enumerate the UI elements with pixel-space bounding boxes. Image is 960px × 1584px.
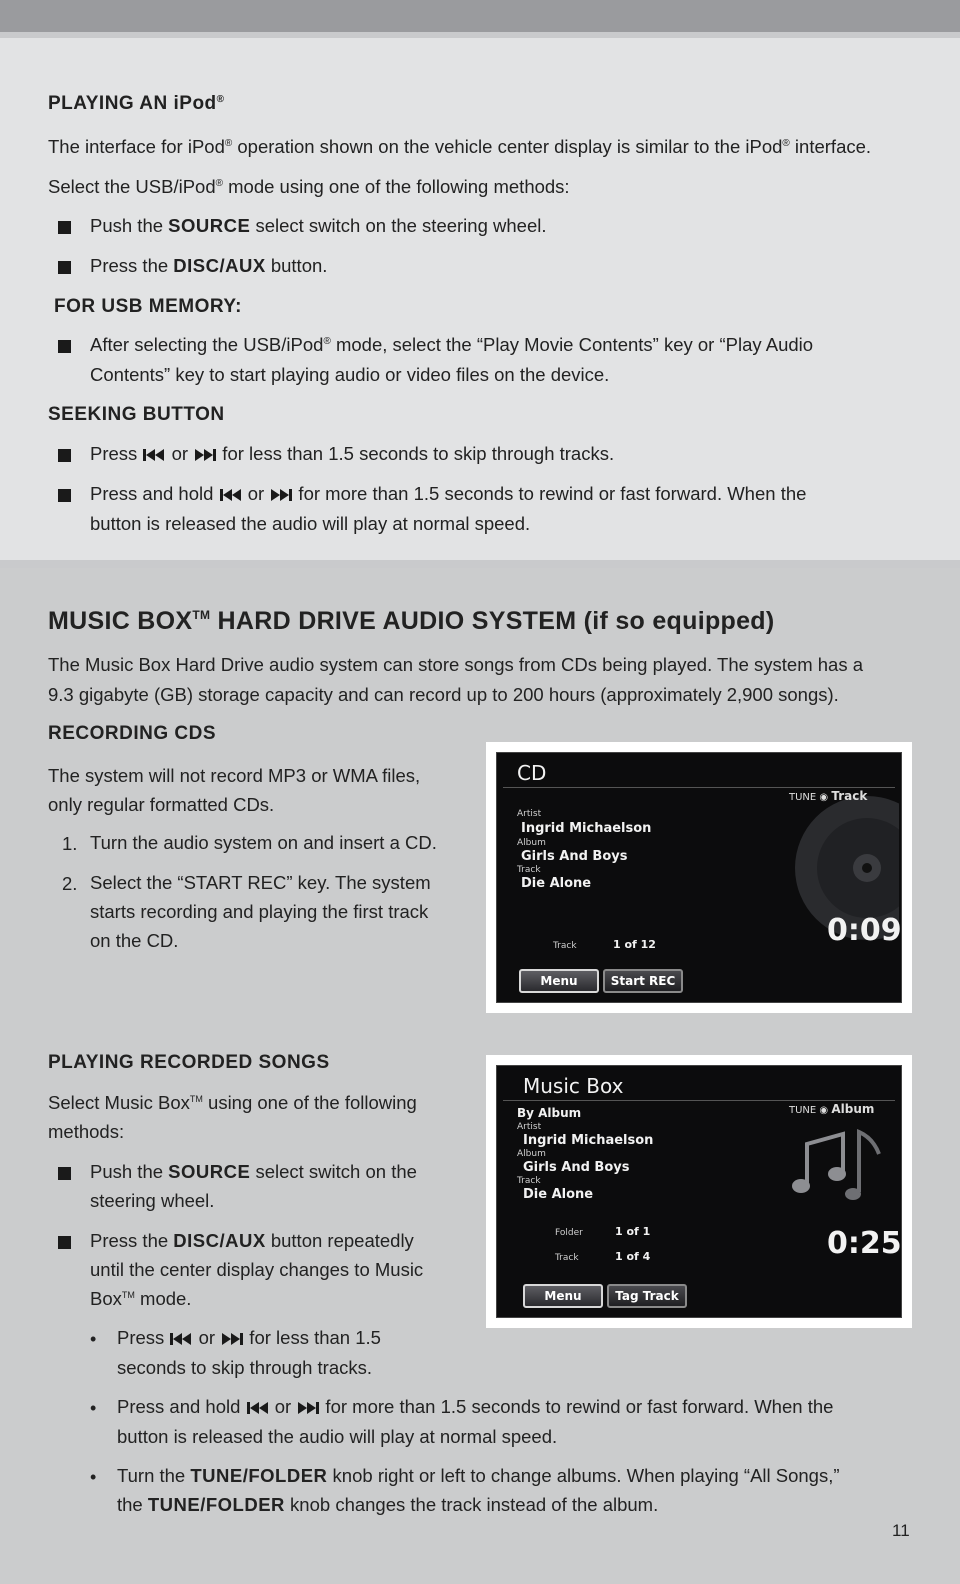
start-rec-button[interactable]: Start REC: [603, 969, 683, 993]
dot-bullet: •: [90, 1329, 97, 1349]
artist-value: Ingrid Michaelson: [521, 821, 652, 836]
folder-label: Folder: [555, 1228, 583, 1238]
tune-knob-icon: ◉: [819, 1105, 829, 1116]
seek-hold-text-line2: button is released the audio will play at normal speed.: [90, 513, 531, 534]
square-bullet: [58, 1167, 71, 1180]
musicbox-intro-line2: 9.3 gigabyte (GB) storage capacity and can record up to 200 hours (approximately 2,900 songs).: [48, 684, 839, 705]
square-bullet: [58, 261, 71, 274]
track-label: Track: [517, 1176, 541, 1186]
step-number: 1.: [62, 833, 78, 854]
track-value: Die Alone: [521, 876, 592, 891]
menu-button[interactable]: Menu: [523, 1284, 603, 1308]
page-number: 11: [892, 1521, 910, 1540]
track-value: Die Alone: [523, 1187, 594, 1202]
album-value: Girls And Boys: [521, 849, 628, 864]
recording-step1: Turn the audio system on and insert a CD.: [90, 832, 437, 853]
album-label: Album: [517, 838, 546, 848]
dot-press-line2: seconds to skip through tracks.: [117, 1357, 373, 1378]
recording-step2-line1: Select the “START REC” key. The system: [90, 872, 431, 893]
musicbox-intro-line1: The Music Box Hard Drive audio system can store songs from CDs being played. The system has a: [48, 654, 864, 675]
skip-back-icon: [169, 1332, 193, 1346]
album-value: Girls And Boys: [523, 1160, 630, 1175]
dot-tune-line2: the TUNE/FOLDER knob changes the track instead of the album.: [117, 1494, 659, 1515]
tune-indicator: TUNE ◉ Track: [789, 789, 868, 803]
skip-back-icon: [219, 488, 243, 502]
musicbox-method-source-line2: steering wheel.: [90, 1190, 215, 1211]
cd-screen-photo: [486, 742, 912, 1013]
track-count-label: Track: [553, 941, 577, 951]
musicbox-heading: MUSIC BOX™ HARD DRIVE AUDIO SYSTEM (if so equipped): [48, 607, 775, 635]
musicbox-method-source: Push the SOURCE select switch on the: [90, 1161, 417, 1182]
recording-text-line1: The system will not record MP3 or WMA files,: [48, 765, 421, 786]
ipod-method-discaux: Press the DISC/AUX button.: [90, 255, 328, 276]
top-band: [0, 0, 960, 32]
dot-hold-line2: button is released the audio will play at normal speed.: [117, 1426, 558, 1447]
music-notes-icon: [789, 1114, 887, 1209]
dot-hold-line1: Press and hold or for more than 1.5 seconds to rewind or fast forward. When the: [117, 1396, 834, 1417]
ipod-intro: The interface for iPod® operation shown on the vehicle center display is similar to the iPod® interface.: [48, 136, 872, 157]
tune-indicator: TUNE ◉ Album: [789, 1102, 875, 1116]
musicbox-screen-title: Music Box: [523, 1074, 624, 1098]
dot-press-line1: Press or for less than 1.5: [117, 1327, 381, 1348]
skip-back-icon: [142, 448, 166, 462]
square-bullet: [58, 449, 71, 462]
cd-screen-title: CD: [517, 761, 547, 785]
recording-heading: RECORDING CDS: [48, 723, 217, 744]
square-bullet: [58, 221, 71, 234]
recording-text-line2: only regular formatted CDs.: [48, 794, 275, 815]
dot-bullet: •: [90, 1398, 97, 1418]
musicbox-method-discaux-line3: Box™ mode.: [90, 1288, 192, 1309]
skip-forward-icon: [220, 1332, 244, 1346]
tag-track-button[interactable]: Tag Track: [607, 1284, 687, 1308]
track-count-value: 1 of 12: [613, 938, 656, 951]
ipod-select-text: Select the USB/iPod® mode using one of the following methods:: [48, 176, 570, 197]
divider: [503, 787, 895, 788]
playing-text-line1: Select Music Box™ using one of the following: [48, 1092, 417, 1113]
musicbox-screen-photo: [486, 1055, 912, 1328]
album-label: Album: [517, 1149, 546, 1159]
seek-hold-text: Press and hold or for more than 1.5 seconds to rewind or fast forward. When the: [90, 483, 807, 504]
dot-tune-line1: Turn the TUNE/FOLDER knob right or left to change albums. When playing “All Songs,”: [117, 1465, 840, 1486]
tune-knob-icon: ◉: [819, 792, 829, 803]
dot-bullet: •: [90, 1467, 97, 1487]
browse-mode: By Album: [517, 1106, 582, 1120]
step-number: 2.: [62, 873, 78, 894]
track-count-label: Track: [555, 1253, 579, 1263]
elapsed-time: 0:09: [827, 913, 902, 948]
artist-label: Artist: [517, 809, 542, 819]
folder-value: 1 of 1: [615, 1225, 651, 1238]
skip-forward-icon: [269, 488, 293, 502]
square-bullet: [58, 1236, 71, 1249]
skip-forward-icon: [296, 1401, 320, 1415]
usb-heading: FOR USB MEMORY:: [54, 296, 242, 317]
seeking-heading: SEEKING BUTTON: [48, 404, 225, 425]
square-bullet: [58, 340, 71, 353]
musicbox-method-discaux-line2: until the center display changes to Music: [90, 1259, 424, 1280]
divider: [503, 1100, 895, 1101]
skip-back-icon: [246, 1401, 270, 1415]
elapsed-time: 0:25: [827, 1226, 902, 1261]
ipod-method-source: Push the SOURCE select switch on the steering wheel.: [90, 215, 547, 236]
playing-recorded-heading: PLAYING RECORDED SONGS: [48, 1052, 330, 1073]
artist-label: Artist: [517, 1122, 542, 1132]
recording-step2-line3: on the CD.: [90, 930, 179, 951]
usb-instruction-line2: Contents” key to start playing audio or video files on the device.: [90, 364, 610, 385]
ipod-heading: PLAYING AN iPod®: [48, 93, 225, 114]
track-label: Track: [517, 865, 541, 875]
seek-press-text: Press or for less than 1.5 seconds to skip through tracks.: [90, 443, 615, 464]
recording-step2-line2: starts recording and playing the first track: [90, 901, 429, 922]
musicbox-display: [496, 1065, 902, 1318]
musicbox-method-discaux: Press the DISC/AUX button repeatedly: [90, 1230, 414, 1251]
usb-instruction-line1: After selecting the USB/iPod® mode, select the “Play Movie Contents” key or “Play Audio: [90, 334, 814, 355]
square-bullet: [58, 489, 71, 502]
menu-button[interactable]: Menu: [519, 969, 599, 993]
cd-display: [496, 752, 902, 1003]
artist-value: Ingrid Michaelson: [523, 1133, 654, 1148]
track-count-value: 1 of 4: [615, 1250, 651, 1263]
skip-forward-icon: [193, 448, 217, 462]
playing-text-line2: methods:: [48, 1121, 125, 1142]
